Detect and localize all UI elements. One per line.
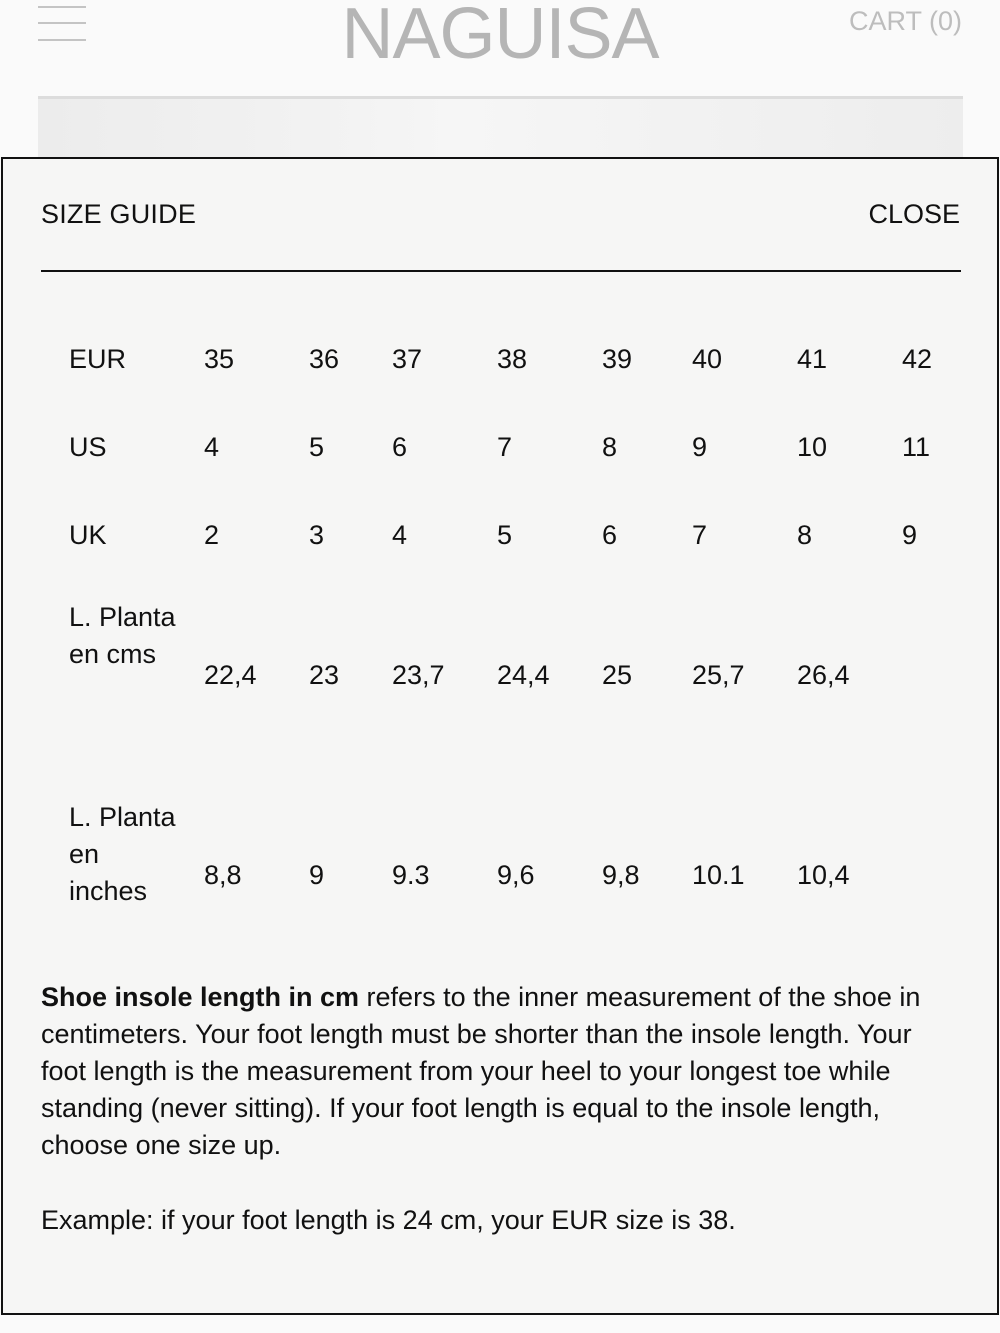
brand-logo[interactable]: NAGUISA <box>341 0 659 74</box>
table-cell: 9,6 <box>497 860 535 890</box>
table-cell: 25,7 <box>692 660 745 690</box>
table-cell: 10.1 <box>692 860 745 890</box>
table-cell: 9 <box>902 520 918 550</box>
insole-note-text: refers to the inner measurement of the shoe in centimeters. Your foot length must be shorter than the insole length. Your foot length is the measurement from your heel to your longest toe while standing (never sitting). If your foot length is equal to the insole length, choose one size up. <box>41 982 921 1160</box>
table-cell: 2 <box>204 520 220 550</box>
row-label: EUR <box>69 344 127 374</box>
table-cell: 8,8 <box>204 860 242 890</box>
table-row-eur <box>69 329 969 417</box>
table-row-insole-inches <box>69 793 969 993</box>
table-cell: 26,4 <box>797 660 850 690</box>
table-cell: 24,4 <box>497 660 550 690</box>
table-cell: 39 <box>602 344 633 374</box>
size-table <box>69 329 969 993</box>
insole-note-bold: Shoe insole length in cm <box>41 982 360 1012</box>
table-cell: 7 <box>692 520 708 550</box>
table-cell: 6 <box>602 520 618 550</box>
table-cell: 6 <box>392 432 408 462</box>
table-cell: 8 <box>602 432 618 462</box>
table-cell: 36 <box>309 344 340 374</box>
table-cell: 25 <box>602 660 633 690</box>
row-label: US <box>69 432 107 462</box>
table-cell: 23 <box>309 660 340 690</box>
table-row-insole-cm <box>69 593 969 793</box>
size-guide-modal <box>1 157 999 1315</box>
table-cell: 9.3 <box>392 860 430 890</box>
cart-link[interactable]: CART (0) <box>848 6 962 36</box>
table-cell: 37 <box>392 344 423 374</box>
table-cell: 11 <box>902 432 931 462</box>
product-image-strip <box>38 99 963 159</box>
close-button[interactable]: CLOSE <box>868 199 960 229</box>
modal-divider <box>41 270 961 272</box>
table-cell: 3 <box>309 520 325 550</box>
table-cell: 10 <box>797 432 828 462</box>
table-cell: 38 <box>497 344 528 374</box>
row-label: UK <box>69 520 107 550</box>
table-cell: 7 <box>497 432 513 462</box>
table-cell: 4 <box>392 520 408 550</box>
table-row-uk <box>69 505 969 593</box>
table-row-us <box>69 417 969 505</box>
size-example: Example: if your foot length is 24 cm, your EUR size is 38. <box>41 1205 736 1235</box>
modal-title: SIZE GUIDE <box>41 199 197 229</box>
site-header <box>0 0 1000 100</box>
row-label: L. Planta en cms <box>69 602 176 669</box>
table-cell: 5 <box>309 432 325 462</box>
table-cell: 23,7 <box>392 660 445 690</box>
table-cell: 40 <box>692 344 723 374</box>
table-cell: 35 <box>204 344 235 374</box>
table-cell: 4 <box>204 432 220 462</box>
table-cell: 5 <box>497 520 513 550</box>
table-cell: 9 <box>692 432 708 462</box>
table-cell: 8 <box>797 520 813 550</box>
row-label: L. Planta en inches <box>69 802 176 906</box>
table-cell: 10,4 <box>797 860 850 890</box>
table-cell: 22,4 <box>204 660 257 690</box>
insole-note <box>41 979 961 1164</box>
table-cell: 9,8 <box>602 860 640 890</box>
table-cell: 42 <box>902 344 933 374</box>
table-cell: 41 <box>797 344 828 374</box>
table-cell: 9 <box>309 860 325 890</box>
